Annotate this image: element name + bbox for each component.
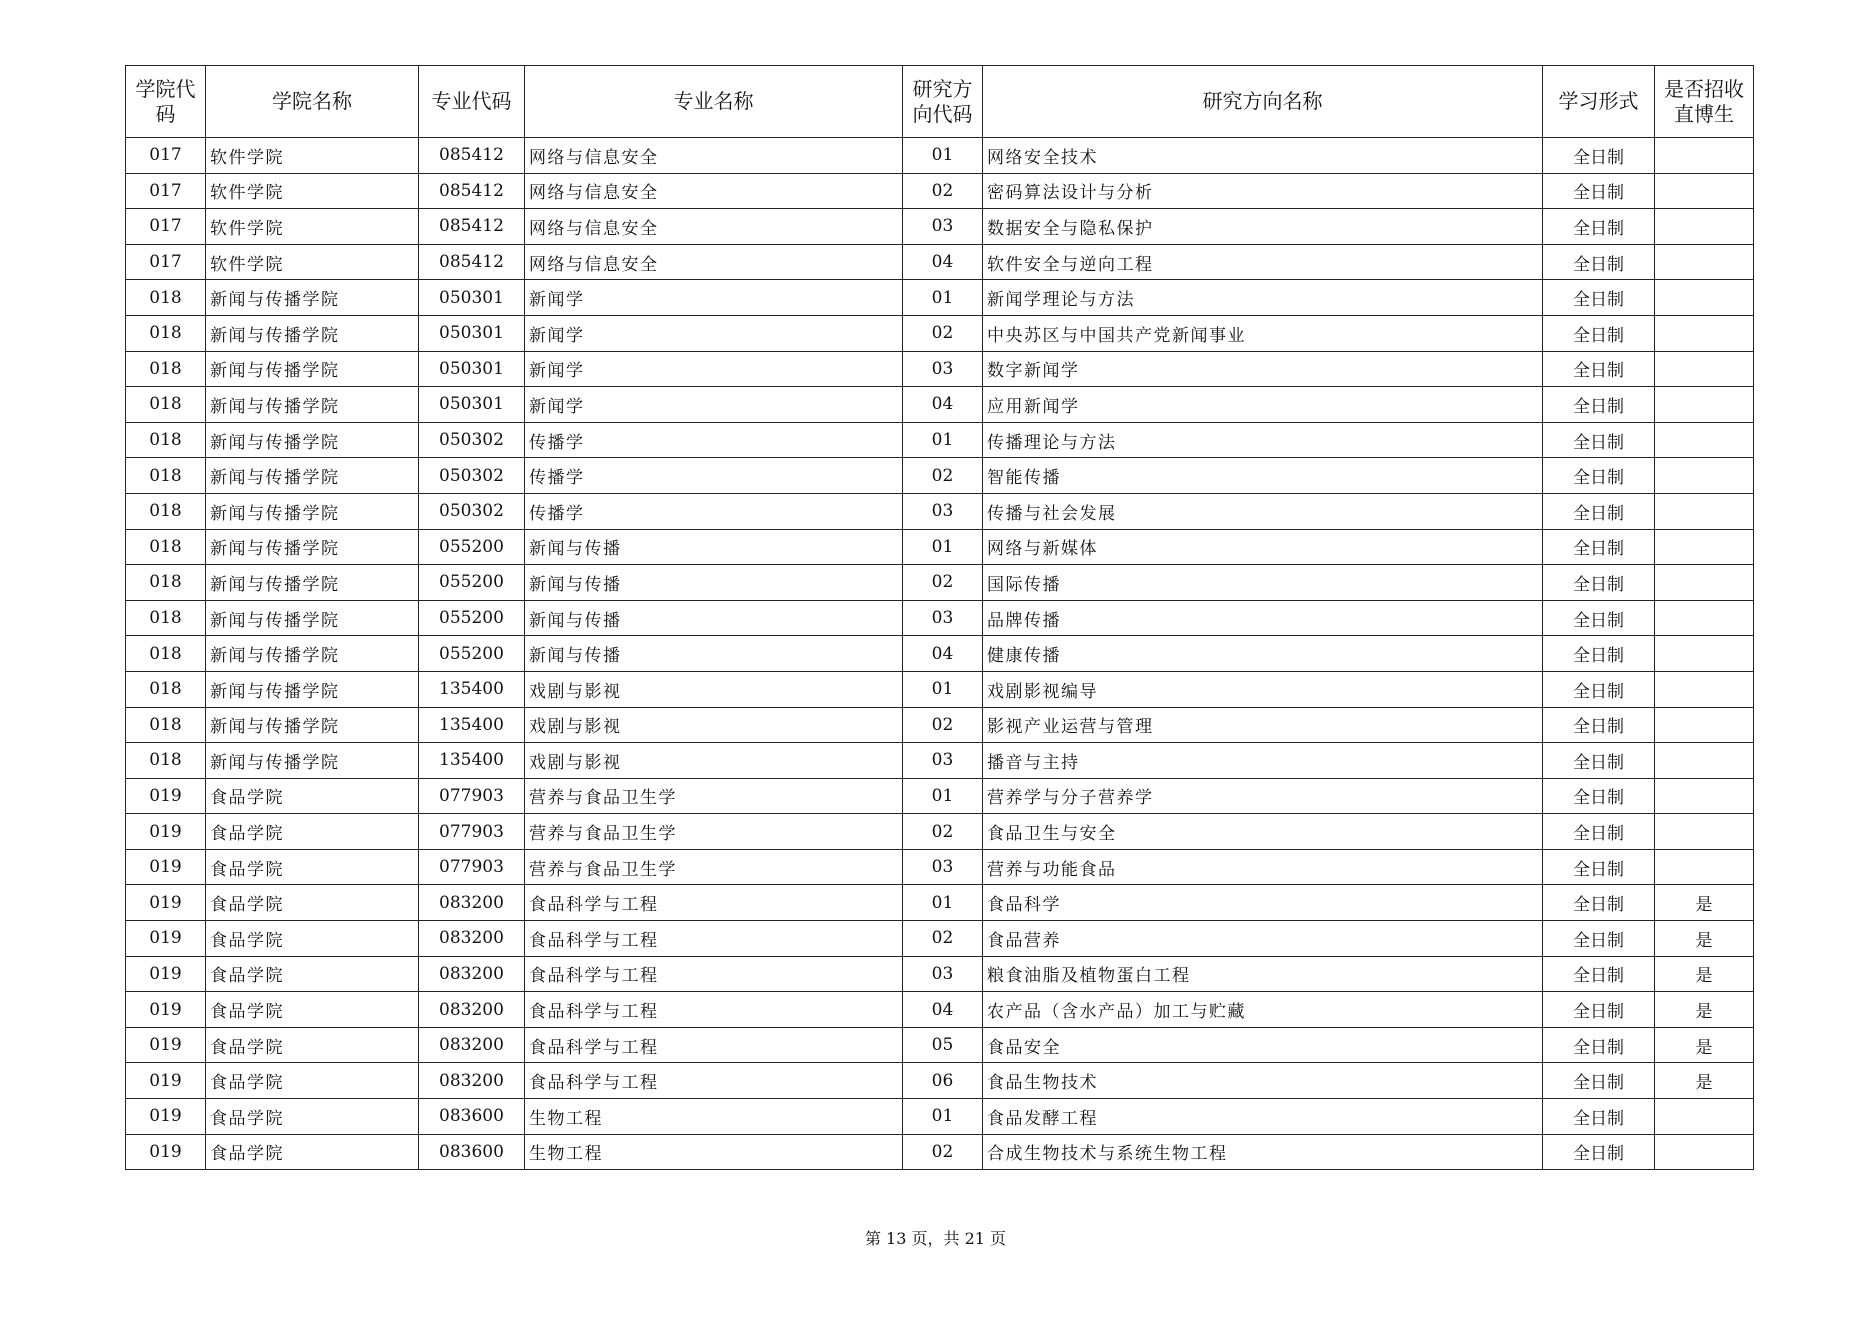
cell-direction-name: 食品卫生与安全 [983,814,1543,850]
cell-major-name: 戏剧与影视 [525,707,903,743]
cell-major-code: 077903 [419,778,525,814]
table-row [126,885,1754,921]
cell-major-code: 050302 [419,493,525,529]
header-major-name: 专业名称 [525,66,903,138]
cell-direction-code: 01 [903,422,983,458]
cell-direction-name: 智能传播 [983,458,1543,494]
cell-study-form: 全日制 [1543,956,1655,992]
cell-college-name: 新闻与传播学院 [206,493,419,529]
cell-college-name: 食品学院 [206,778,419,814]
cell-direct-phd [1655,138,1754,174]
cell-major-code: 083200 [419,921,525,957]
cell-study-form: 全日制 [1543,778,1655,814]
cell-major-name: 食品科学与工程 [525,956,903,992]
cell-direction-name: 应用新闻学 [983,387,1543,423]
cell-major-name: 新闻与传播 [525,636,903,672]
table-row [126,209,1754,245]
cell-college-name: 新闻与传播学院 [206,422,419,458]
cell-study-form: 全日制 [1543,1027,1655,1063]
cell-direct-phd [1655,315,1754,351]
cell-major-code: 050301 [419,387,525,423]
cell-major-name: 食品科学与工程 [525,885,903,921]
cell-direct-phd [1655,1134,1754,1170]
cell-college-code: 017 [126,244,206,280]
table-row [126,422,1754,458]
cell-direction-name: 品牌传播 [983,600,1543,636]
cell-college-name: 新闻与传播学院 [206,636,419,672]
cell-direction-name: 网络安全技术 [983,138,1543,174]
cell-direct-phd [1655,493,1754,529]
cell-study-form: 全日制 [1543,173,1655,209]
cell-major-name: 食品科学与工程 [525,992,903,1028]
cell-direct-phd [1655,636,1754,672]
cell-direction-code: 02 [903,814,983,850]
cell-direct-phd [1655,351,1754,387]
cell-college-code: 018 [126,280,206,316]
cell-direct-phd [1655,244,1754,280]
cell-college-code: 019 [126,778,206,814]
table-row [126,565,1754,601]
cell-study-form: 全日制 [1543,422,1655,458]
cell-direction-code: 04 [903,636,983,672]
cell-major-code: 083200 [419,1027,525,1063]
cell-direct-phd [1655,280,1754,316]
page-footer: 第 13 页，共 21 页 [864,1229,1007,1248]
cell-major-name: 新闻与传播 [525,529,903,565]
cell-study-form: 全日制 [1543,671,1655,707]
cell-study-form: 全日制 [1543,636,1655,672]
cell-direction-name: 新闻学理论与方法 [983,280,1543,316]
cell-direction-code: 01 [903,138,983,174]
cell-direct-phd [1655,529,1754,565]
cell-college-name: 食品学院 [206,814,419,850]
cell-study-form: 全日制 [1543,529,1655,565]
table-row [126,992,1754,1028]
cell-direction-name: 营养学与分子营养学 [983,778,1543,814]
cell-college-name: 新闻与传播学院 [206,707,419,743]
cell-direct-phd [1655,209,1754,245]
cell-major-code: 083200 [419,1063,525,1099]
table-row [126,743,1754,779]
cell-direction-code: 01 [903,885,983,921]
cell-college-name: 食品学院 [206,921,419,957]
cell-college-name: 新闻与传播学院 [206,565,419,601]
cell-college-name: 食品学院 [206,849,419,885]
cell-direct-phd: 是 [1655,885,1754,921]
cell-study-form: 全日制 [1543,209,1655,245]
table-row [126,707,1754,743]
table-row [126,315,1754,351]
cell-study-form: 全日制 [1543,565,1655,601]
cell-direction-code: 04 [903,992,983,1028]
cell-major-code: 050302 [419,458,525,494]
cell-major-name: 营养与食品卫生学 [525,814,903,850]
cell-college-code: 017 [126,173,206,209]
cell-major-name: 网络与信息安全 [525,138,903,174]
cell-major-code: 135400 [419,743,525,779]
cell-major-name: 网络与信息安全 [525,244,903,280]
cell-direct-phd [1655,387,1754,423]
cell-direction-name: 粮食油脂及植物蛋白工程 [983,956,1543,992]
cell-study-form: 全日制 [1543,600,1655,636]
cell-college-name: 食品学院 [206,885,419,921]
cell-major-code: 085412 [419,173,525,209]
cell-study-form: 全日制 [1543,280,1655,316]
table-row [126,636,1754,672]
cell-major-code: 085412 [419,138,525,174]
cell-study-form: 全日制 [1543,743,1655,779]
cell-major-name: 传播学 [525,458,903,494]
cell-study-form: 全日制 [1543,1134,1655,1170]
cell-major-name: 戏剧与影视 [525,743,903,779]
cell-direction-code: 03 [903,743,983,779]
cell-major-code: 055200 [419,529,525,565]
cell-college-name: 食品学院 [206,1027,419,1063]
cell-college-name: 新闻与传播学院 [206,529,419,565]
cell-direction-name: 中央苏区与中国共产党新闻事业 [983,315,1543,351]
cell-college-code: 018 [126,422,206,458]
cell-study-form: 全日制 [1543,493,1655,529]
table-row [126,244,1754,280]
cell-direct-phd [1655,1099,1754,1135]
cell-college-code: 018 [126,493,206,529]
cell-direction-code: 06 [903,1063,983,1099]
cell-college-name: 软件学院 [206,244,419,280]
cell-direct-phd [1655,778,1754,814]
cell-major-name: 生物工程 [525,1099,903,1135]
table-row [126,1134,1754,1170]
cell-direct-phd [1655,458,1754,494]
cell-direction-code: 03 [903,956,983,992]
cell-major-code: 055200 [419,565,525,601]
cell-major-code: 135400 [419,671,525,707]
cell-direction-name: 食品营养 [983,921,1543,957]
cell-major-code: 050301 [419,315,525,351]
cell-direction-name: 食品安全 [983,1027,1543,1063]
table-row [126,814,1754,850]
cell-college-code: 018 [126,565,206,601]
table-row [126,956,1754,992]
cell-direction-code: 01 [903,529,983,565]
table-row [126,387,1754,423]
cell-major-name: 营养与食品卫生学 [525,778,903,814]
header-direct-phd: 是否招收直博生 [1655,66,1754,138]
cell-study-form: 全日制 [1543,849,1655,885]
cell-study-form: 全日制 [1543,138,1655,174]
cell-major-code: 077903 [419,849,525,885]
cell-direct-phd [1655,565,1754,601]
cell-direct-phd [1655,707,1754,743]
header-major-code: 专业代码 [419,66,525,138]
cell-direction-name: 农产品（含水产品）加工与贮藏 [983,992,1543,1028]
table-row [126,600,1754,636]
cell-study-form: 全日制 [1543,1063,1655,1099]
cell-college-code: 018 [126,458,206,494]
cell-direction-code: 04 [903,387,983,423]
cell-study-form: 全日制 [1543,885,1655,921]
table-row [126,458,1754,494]
cell-direct-phd: 是 [1655,1027,1754,1063]
cell-college-code: 019 [126,956,206,992]
cell-study-form: 全日制 [1543,707,1655,743]
table-row [126,921,1754,957]
cell-major-code: 050302 [419,422,525,458]
cell-direction-code: 02 [903,921,983,957]
cell-major-name: 新闻学 [525,351,903,387]
cell-direction-code: 02 [903,173,983,209]
cell-college-code: 019 [126,885,206,921]
cell-college-code: 018 [126,636,206,672]
cell-direction-code: 02 [903,1134,983,1170]
cell-direct-phd [1655,173,1754,209]
cell-direction-code: 02 [903,315,983,351]
cell-direction-code: 03 [903,849,983,885]
cell-major-name: 新闻学 [525,280,903,316]
cell-direct-phd [1655,422,1754,458]
table-row [126,849,1754,885]
cell-direction-name: 食品发酵工程 [983,1099,1543,1135]
cell-direction-code: 01 [903,280,983,316]
table-row [126,1027,1754,1063]
cell-college-code: 019 [126,921,206,957]
cell-direction-name: 密码算法设计与分析 [983,173,1543,209]
table-row [126,351,1754,387]
cell-college-name: 软件学院 [206,138,419,174]
cell-direct-phd [1655,849,1754,885]
table-row [126,529,1754,565]
header-direction-code: 研究方向代码 [903,66,983,138]
cell-major-code: 085412 [419,244,525,280]
cell-college-name: 食品学院 [206,956,419,992]
header-college-code: 学院代码 [126,66,206,138]
cell-direction-name: 戏剧影视编导 [983,671,1543,707]
cell-direction-code: 01 [903,1099,983,1135]
cell-direction-code: 03 [903,600,983,636]
cell-direct-phd: 是 [1655,992,1754,1028]
cell-major-code: 135400 [419,707,525,743]
cell-major-name: 网络与信息安全 [525,173,903,209]
table-row [126,493,1754,529]
cell-college-code: 018 [126,743,206,779]
cell-study-form: 全日制 [1543,992,1655,1028]
cell-major-name: 传播学 [525,493,903,529]
cell-direction-name: 食品科学 [983,885,1543,921]
cell-major-code: 083200 [419,956,525,992]
cell-study-form: 全日制 [1543,814,1655,850]
cell-college-code: 019 [126,1027,206,1063]
cell-major-code: 083200 [419,992,525,1028]
cell-college-code: 018 [126,387,206,423]
cell-major-name: 新闻学 [525,387,903,423]
cell-direction-code: 02 [903,458,983,494]
cell-major-name: 新闻与传播 [525,600,903,636]
cell-major-name: 新闻与传播 [525,565,903,601]
cell-college-code: 018 [126,671,206,707]
cell-direction-name: 影视产业运营与管理 [983,707,1543,743]
header-direction-name: 研究方向名称 [983,66,1543,138]
cell-college-code: 019 [126,849,206,885]
cell-college-code: 019 [126,992,206,1028]
cell-direction-name: 软件安全与逆向工程 [983,244,1543,280]
table-row [126,1099,1754,1135]
cell-major-code: 077903 [419,814,525,850]
cell-college-code: 019 [126,1099,206,1135]
cell-direction-name: 传播理论与方法 [983,422,1543,458]
cell-college-code: 019 [126,814,206,850]
cell-college-name: 软件学院 [206,209,419,245]
cell-direction-name: 数字新闻学 [983,351,1543,387]
cell-major-code: 050301 [419,280,525,316]
cell-college-code: 019 [126,1134,206,1170]
cell-study-form: 全日制 [1543,458,1655,494]
cell-major-name: 营养与食品卫生学 [525,849,903,885]
cell-college-code: 018 [126,707,206,743]
cell-direction-name: 健康传播 [983,636,1543,672]
cell-major-code: 083200 [419,885,525,921]
cell-college-code: 019 [126,1063,206,1099]
cell-direction-code: 03 [903,209,983,245]
cell-major-name: 食品科学与工程 [525,1063,903,1099]
cell-study-form: 全日制 [1543,387,1655,423]
table-row [126,778,1754,814]
cell-major-code: 083600 [419,1099,525,1135]
cell-direct-phd [1655,600,1754,636]
cell-college-name: 食品学院 [206,1063,419,1099]
cell-college-name: 新闻与传播学院 [206,280,419,316]
cell-college-name: 新闻与传播学院 [206,600,419,636]
cell-college-name: 食品学院 [206,1134,419,1170]
cell-major-code: 050301 [419,351,525,387]
cell-college-name: 新闻与传播学院 [206,351,419,387]
cell-college-code: 018 [126,529,206,565]
cell-direction-code: 01 [903,671,983,707]
cell-college-name: 新闻与传播学院 [206,458,419,494]
cell-direct-phd: 是 [1655,921,1754,957]
cell-direction-code: 02 [903,707,983,743]
cell-major-name: 生物工程 [525,1134,903,1170]
cell-study-form: 全日制 [1543,351,1655,387]
cell-study-form: 全日制 [1543,1099,1655,1135]
cell-major-code: 083600 [419,1134,525,1170]
cell-direction-code: 02 [903,565,983,601]
cell-college-code: 018 [126,600,206,636]
cell-major-name: 戏剧与影视 [525,671,903,707]
cell-direction-name: 数据安全与隐私保护 [983,209,1543,245]
cell-study-form: 全日制 [1543,244,1655,280]
cell-direction-code: 05 [903,1027,983,1063]
cell-major-code: 055200 [419,636,525,672]
cell-direction-name: 传播与社会发展 [983,493,1543,529]
cell-college-name: 软件学院 [206,173,419,209]
cell-direction-name: 食品生物技术 [983,1063,1543,1099]
cell-study-form: 全日制 [1543,921,1655,957]
cell-direct-phd [1655,814,1754,850]
cell-major-name: 食品科学与工程 [525,921,903,957]
cell-direction-name: 国际传播 [983,565,1543,601]
cell-direction-name: 网络与新媒体 [983,529,1543,565]
cell-direction-name: 营养与功能食品 [983,849,1543,885]
table-header [126,66,1754,138]
cell-college-code: 017 [126,209,206,245]
cell-major-code: 085412 [419,209,525,245]
cell-college-code: 018 [126,315,206,351]
table-body [126,138,1754,1170]
table-row [126,1063,1754,1099]
cell-major-code: 055200 [419,600,525,636]
cell-direction-code: 04 [903,244,983,280]
table-row [126,671,1754,707]
header-study-form: 学习形式 [1543,66,1655,138]
table-row [126,173,1754,209]
table-row [126,280,1754,316]
cell-college-name: 新闻与传播学院 [206,387,419,423]
cell-direction-name: 合成生物技术与系统生物工程 [983,1134,1543,1170]
cell-college-name: 食品学院 [206,992,419,1028]
program-table [125,65,1754,1170]
cell-major-name: 传播学 [525,422,903,458]
cell-direct-phd: 是 [1655,1063,1754,1099]
cell-college-name: 新闻与传播学院 [206,743,419,779]
cell-direct-phd [1655,743,1754,779]
cell-college-name: 新闻与传播学院 [206,671,419,707]
cell-direct-phd: 是 [1655,956,1754,992]
header-college-name: 学院名称 [206,66,419,138]
cell-direction-name: 播音与主持 [983,743,1543,779]
cell-college-name: 食品学院 [206,1099,419,1135]
cell-direct-phd [1655,671,1754,707]
cell-direction-code: 03 [903,493,983,529]
cell-college-code: 017 [126,138,206,174]
cell-study-form: 全日制 [1543,315,1655,351]
cell-college-code: 018 [126,351,206,387]
cell-direction-code: 01 [903,778,983,814]
cell-direction-code: 03 [903,351,983,387]
table-row [126,138,1754,174]
cell-major-name: 新闻学 [525,315,903,351]
cell-college-name: 新闻与传播学院 [206,315,419,351]
cell-major-name: 食品科学与工程 [525,1027,903,1063]
cell-major-name: 网络与信息安全 [525,209,903,245]
